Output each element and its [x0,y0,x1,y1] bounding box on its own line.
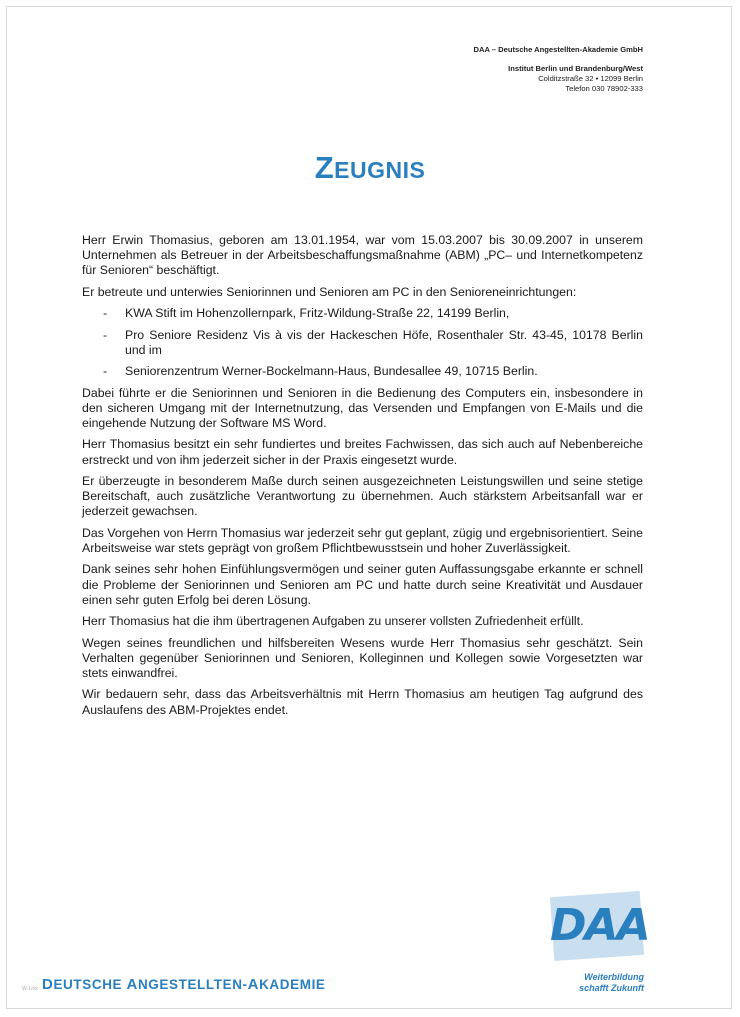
logo-tagline [546,972,644,994]
paragraph-duties: Er betreute und unterwies Seniorinnen und Senioren am PC in den Senioreneinrichtungen: [82,284,577,299]
paragraph-tasks: Dabei führte er die Seniorinnen und Senioren in die Bedienung des Computers ein, insbesondere in den sicheren Umgang mit der Internetnutzung, das Versenden und Empfangen von E-Mails und die eingehende Nutzung der Software MS Word. [82,385,643,430]
logo-tagline-line-2: schafft Zukunft [579,983,644,993]
daa-logo [546,888,650,998]
footer-word: EUTSCHE [53,977,127,992]
footer-cap: D [42,976,54,993]
address: Colditzstraße 32 • 12099 Berlin [538,74,643,83]
logo-letters: DAA [550,900,649,951]
institute-name: Institut Berlin und Brandenburg/West [508,64,643,73]
paragraph-motivation: Er überzeugte in besonderem Maße durch seinen ausgezeichneten Leistungswillen und seine stetige Bereitschaft, auch zusätzliche Verantwortung zu übernehmen. Auch stärkstem Arbeitsanfall war er jederzeit gewachsen. [82,473,643,519]
phone: Telefon 030 78902-333 [565,84,643,93]
paragraph-rating: Herr Thomasius hat die ihm übertragenen Aufgaben zu unserer vollsten Zufriedenheit erfüllt. [82,614,584,629]
title-initial: Z [314,150,335,185]
bullet-dash: - [103,364,108,379]
logo-tagline-line-1: Weiterbildung [584,972,644,982]
bullet-dash: - [103,327,108,342]
paragraph-conduct: Wegen seines freundlichen und hilfsbereiten Wesens wurde Herr Thomasius sehr geschätzt. Sein Verhalten gegenüber Seniorinnen und Senioren, Kolleginnen und Kollegen sowie Vorgesetzten war stets einwandfrei. [82,635,643,680]
footer-word: KADEMIE [259,977,326,992]
list-item-text: Pro Seniore Residenz Vis à vis der Hackeschen Höfe, Rosenthaler Str. 43-45, 10178 Berlin und im [125,327,643,357]
list-item [82,328,643,358]
letterhead [474,45,644,94]
list-item-text: Seniorenzentrum Werner-Bockelmann-Haus, Bundesallee 49, 10715 Berlin. [125,364,538,379]
certificate-body [82,233,643,724]
list-item-text: KWA Stift im Hohenzollernpark, Fritz-Wildung-Straße 22, 14199 Berlin, [125,306,510,321]
title-rest: EUGNIS [334,157,426,183]
bullet-dash: - [103,306,108,321]
paragraph-approach: Das Vorgehen von Herrn Thomasius war jederzeit sehr gut geplant, zügig und ergebnisorientiert. Seine Arbeitsweise war stets geprägt von großem Pflichtbewusstsein und hoher Zuverlässigkeit. [82,525,643,555]
side-mark: W-1/ex [22,986,38,992]
paragraph-intro: Herr Erwin Thomasius, geboren am 13.01.1954, war vom 15.03.2007 bis 30.09.2007 in unserem Unternehmen als Betreuer in der Arbeitsbeschaffungsmaßnahme (ABM) „PC– und Internetkompetenz für Senioren“ beschäftigt. [82,233,643,278]
facility-list [82,306,643,379]
list-item [82,306,643,321]
organization-name: DAA – Deutsche Angestellten-Akademie GmbH [473,45,643,54]
list-item [82,364,643,379]
document-title [0,150,740,186]
paragraph-knowledge: Herr Thomasius besitzt ein sehr fundiertes und breites Fachwissen, das sich auch auf Nebenbereiche erstreckt und von ihm jederzeit sicher in der Praxis eingesetzt wurde. [82,437,643,467]
paragraph-closing: Wir bedauern sehr, dass das Arbeitsverhältnis mit Herrn Thomasius am heutigen Tag aufgrund des Auslaufens des ABM-Projektes endet. [82,687,643,717]
footer-cap: A [126,976,138,993]
footer-organization-name [42,976,326,993]
footer-cap: A [247,976,260,993]
paragraph-empathy: Dank seines sehr hohen Einfühlungsvermögen und seiner guten Auffassungsgabe erkannte er schnell die Probleme der Seniorinnen und Senioren am PC und hatte durch seine Kreativität und Ausdauer einen sehr guten Erfolg bei deren Lösung. [82,562,643,607]
footer-word: NGESTELLTEN- [137,977,248,992]
